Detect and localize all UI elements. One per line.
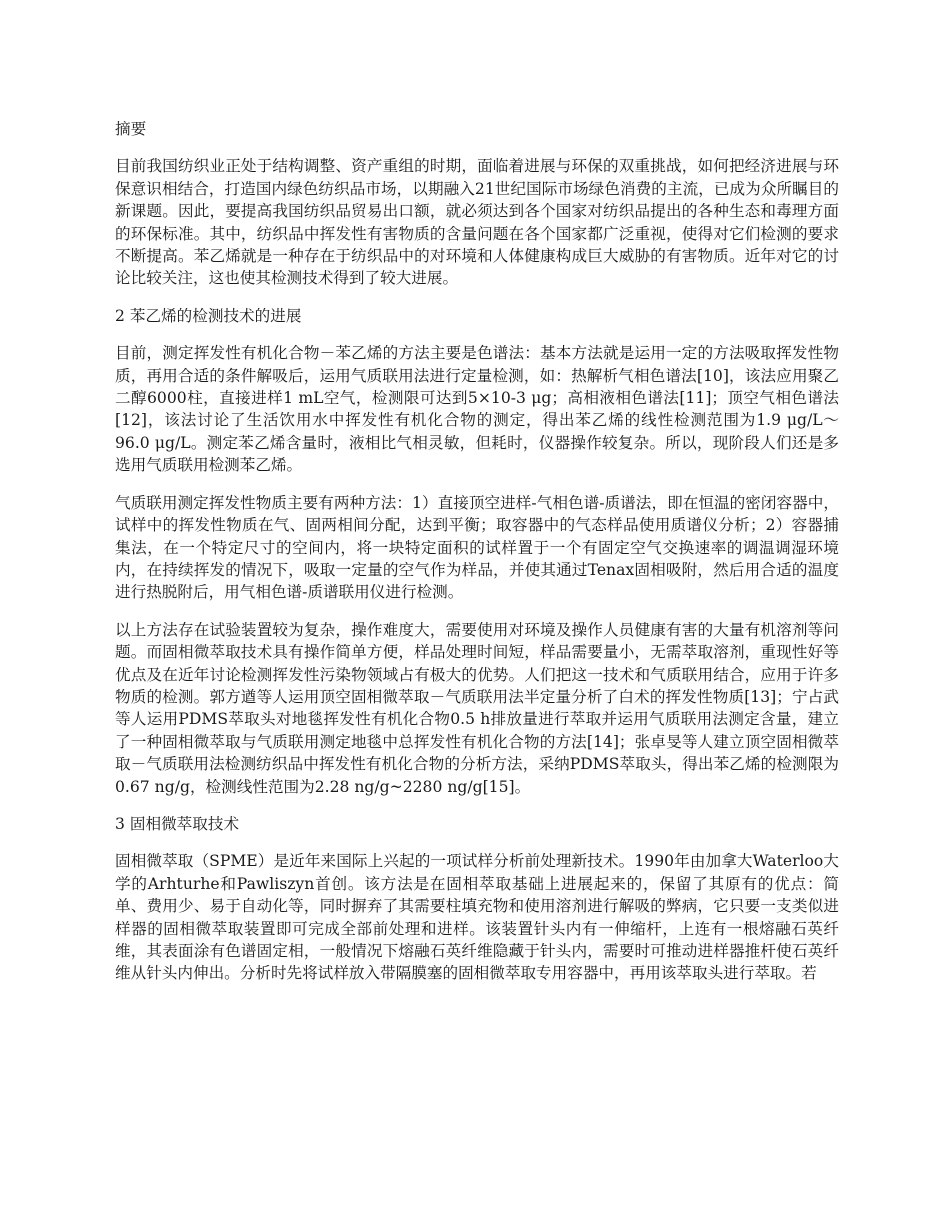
paragraph-gcms-methods: 气质联用测定挥发性物质主要有两种方法：1）直接顶空进样-气相色谱-质谱法，即在恒温的密闭容器中，试样中的挥发性物质在气、固两相间分配，达到平衡；取容器中的气态样品使用质谱仪分析；2）容器捕集法，在一个特定尺寸的空间内，将一块特定面积的试样置于一个有固定空气交换速率的调温调湿环境内，在持续挥发的情况下，吸取一定量的空气作为样品，并使其通过Tenax固相吸附，然后用合适的温度进行热脱附后，用气相色谱-质谱联用仪进行检测。: [115, 493, 839, 602]
paragraph-spme-advantages: 以上方法存在试验装置较为复杂，操作难度大，需要使用对环境及操作人员健康有害的大量有机溶剂等问题。而固相微萃取技术具有操作简单方便，样品处理时间短，样品需要量小，无需萃取溶剂，重现性好等优点及在近年讨论检测挥发性污染物领域占有极大的优势。人们把这一技术和气质联用结合，应用于许多物质的检测。郭方遒等人运用顶空固相微萃取－气质联用法半定量分析了白术的挥发性物质[13]；宁占武等人运用PDMS萃取头对地毯挥发性有机化合物0.5 h排放量进行萃取并运用气质联用法测定含量，建立了一种固相微萃取与气质联用测定地毯中总挥发性有机化合物的方法[14]；张卓旻等人建立顶空固相微萃取－气质联用法检测纺织品中挥发性有机化合物的分析方法，采纳PDMS萃取头，得出苯乙烯的检测限为0.67 ng/g，检测线性范围为2.28 ng/g~2280 ng/g[15]。: [115, 620, 839, 796]
abstract-heading: 摘要: [115, 120, 147, 138]
document-body: [115, 118, 839, 1000]
paragraph-intro: 目前我国纺织业正处于结构调整、资产重组的时期，面临着进展与环保的双重挑战，如何把经济进展与环保意识相结合，打造国内绿色纺织品市场，以期融入21世纪国际市场绿色消费的主流，已成为众所瞩目的新课题。因此，要提高我国纺织品贸易出口额，就必须达到各个国家对纺织品提出的各种生态和毒理方面的环保标准。其中，纺织品中挥发性有害物质的含量问题在各个国家都广泛重视，使得对它们检测的要求不断提高。苯乙烯就是一种存在于纺织品中的对环境和人体健康构成巨大威胁的有害物质。近年对它的讨论比较关注，这也使其检测技术得到了较大进展。: [115, 157, 839, 288]
section-heading-2: 2 苯乙烯的检测技术的进展: [115, 306, 302, 325]
paragraph-chromatography: 目前，测定挥发性有机化合物－苯乙烯的方法主要是色谱法：基本方法就是运用一定的方法吸取挥发性物质，再用合适的条件解吸后，运用气质联用法进行定量检测，如：热解析气相色谱法[10]，该法应用聚乙二醇6000柱，直接进样1 mL空气，检测限可达到5×10-3 μg；高相液相色谱法[11]；顶空气相色谱法[12]，该法讨论了生活饮用水中挥发性有机化合物的测定，得出苯乙烯的线性检测范围为1.9 μg/L～96.0 μg/L。测定苯乙烯含量时，液相比气相灵敏，但耗时，仪器操作较复杂。所以，现阶段人们还是多选用气质联用检测苯乙烯。: [115, 344, 839, 475]
section-heading-3: 3 固相微萃取技术: [115, 814, 240, 833]
paragraph-spme-technique: 固相微萃取（SPME）是近年来国际上兴起的一项试样分析前处理新技术。1990年由加拿大Waterloo大学的Arhturhe和Pawliszyn首创。该方法是在固相萃取基础上进展起来的，保留了其原有的优点：简单、费用少、易于自动化等，同时摒弃了其需要柱填充物和使用溶剂进行解吸的弊病，它只要一支类似进样器的固相微萃取装置即可完成全部前处理和进样。该装置针头内有一伸缩杆，上连有一根熔融石英纤维，其表面涂有色谱固定相，一般情况下熔融石英纤维隐藏于针头内，需要时可推动进样器推杆使石英纤维从针头内伸出。分析时先将试样放入带隔膜塞的固相微萃取专用容器中，再用该萃取头进行萃取。若: [115, 852, 839, 983]
